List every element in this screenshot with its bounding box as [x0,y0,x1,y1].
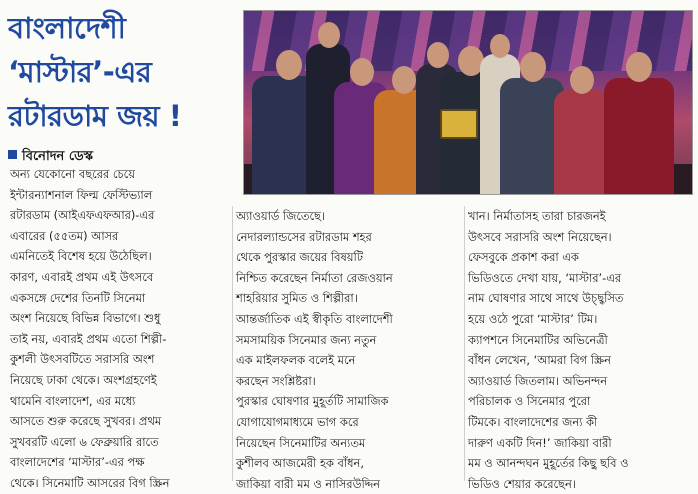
article-line: তাই নয়, এবারই প্রথম এতো শিল্পী- [10,331,167,346]
article-line: থেকে। সিনেমাটি আসরের বিগ স্ক্রিন [10,475,170,490]
column-divider [232,206,233,481]
column-divider [464,206,465,481]
article-line: এমনিতেই বিশেষ হয়ে উঠেছিল। [10,249,152,264]
article-line: নিয়েছে ঢাকা থেকে। অংশগ্রহণেই [10,372,157,387]
article-line: পরিচালক ও সিনেমার পুরো [468,394,591,409]
article-line: নেদারল্যান্ডসের রটারডাম শহর [236,229,372,244]
headline-line-3: রটারডাম জয় ! [8,99,182,133]
article-line: জাকিয়া বারী মম ও নাসিরউদ্দিন [236,476,380,491]
article-line: ফেসবুকে প্রকাশ করা এক [468,250,579,265]
article-line: আসতে শুরু করেছে সুখবর। প্রথম [10,414,162,429]
article-line: রটারডাম (আইএফএফআর)-এর [10,208,155,223]
article-line: ক্যাপশনে সিনেমাটির অভিনেত্রী [468,332,608,347]
article-line: কুশলী উৎসবটিতে সরাসরি অংশ [10,352,155,367]
article-line: অন্য যেকোনো বছরের চেয়ে [10,167,135,181]
article-line: ইন্টারন্যাশনাল ফিল্ম ফেস্টিভ্যাল [10,187,153,202]
article-line: একসঙ্গে দেশের তিনটি সিনেমা [10,290,146,305]
article-column-2 [236,206,462,494]
headline [8,6,234,138]
headline-line-1: বাংলাদেশী [8,11,126,45]
article-column-3 [468,206,694,494]
article-line: এক মাইলফলক বলেই মনে [236,353,356,368]
article-line: নিশ্চিত করেছেন নির্মাতা রেজওয়ান [236,270,393,285]
article-line: ভিডিওতে দেখা যায়, ‘মাস্টার’-এর [468,270,622,285]
article-line: থামেনি বাংলাদেশ, এর মধ্যে [10,393,136,408]
article-line: আন্তর্জাতিক এই স্বীকৃতি বাংলাদেশী [236,311,393,326]
award-plaque-icon [440,109,478,139]
article-column-1 [10,164,232,494]
article-line: সুখবরটি এলো ৬ ফেব্রুয়ারি রাতে [10,434,159,449]
article-line: বাঁধন লেখেন, ‘আমরা বিগ স্ক্রিন [468,353,611,368]
article-line: অ্যাওয়ার্ড জিতেছে। [236,209,325,223]
article-line: অংশ নিয়েছে বিভিন্ন বিভাগে। শুধু [10,311,161,326]
article-line: শাহরিয়ার সুমিত ও শিল্পীরা। [236,291,358,306]
article-line: বাংলাদেশের ‘মাস্টার’-এর পক্ষ [10,455,145,470]
article-line: এবারের (৫৫তম) আসর [10,228,119,243]
article-line: থেকে পুরস্কার জয়ের বিষয়টি [236,250,363,265]
article-line: ভিডিও শেয়ার করেছেন। [468,476,576,491]
photo-person [554,66,608,194]
article-line: যোগাযোগমাধ্যমে ভাগ করে [236,414,359,429]
article-line: হয়ে ওঠে পুরো ‘মাস্টার’ টিম। [468,311,598,326]
byline-text: বিনোদন ডেস্ক [22,149,94,164]
byline-square-icon [8,150,17,159]
article-line: কুশীলব আজমেরী হক বাঁধন, [236,456,364,471]
article-line: টিমকে। বাংলাদেশের জন্য কী [468,414,598,429]
article-line: উৎসবে সরাসরি অংশ নিয়েছেন। [468,229,612,244]
article-line: অ্যাওয়ার্ড জিতলাম। অভিনন্দন [468,373,608,388]
article-line: পুরস্কার ঘোষণার মুহূর্তটি সামাজিক [236,394,389,409]
article-line: খান। নির্মাতাসহ তারা চারজনই [468,209,606,223]
article-line: করছেন সংশ্লিষ্টরা। [236,373,316,388]
headline-line-2: ‘মাস্টার’-এর [8,55,152,89]
article-line: নাম ঘোষণার সাথে সাথে উচ্ছ্বসিত [468,291,624,306]
award-group-photo [243,10,693,195]
article-line: দারুণ একটি দিন!’ জাকিয়া বারী [468,435,612,450]
article-line: সমসাময়িক সিনেমার জন্য নতুন [236,332,377,347]
photo-person [604,52,674,194]
article-line: মম ও আনন্দঘন মুহূর্তের কিছু ছবি ও [468,456,629,471]
article-line: কারণ, এবারই প্রথম এই উৎসবে [10,269,154,284]
article-line: নিয়েছেন সিনেমাটির অন্যতম [236,435,366,450]
